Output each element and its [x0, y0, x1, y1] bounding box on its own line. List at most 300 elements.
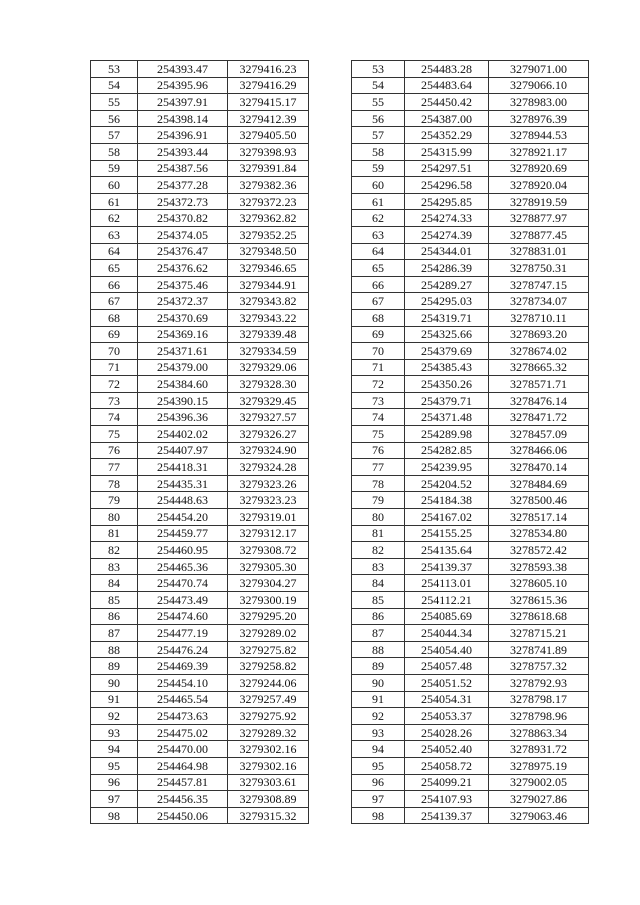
point-number-cell: 72: [91, 376, 138, 393]
x-coordinate-cell: 254028.26: [405, 724, 489, 741]
y-coordinate-cell: 3279323.23: [228, 492, 309, 509]
x-coordinate-cell: 254289.98: [405, 426, 489, 443]
x-coordinate-cell: 254448.63: [138, 492, 228, 509]
table-row: [91, 658, 309, 675]
y-coordinate-cell: 3278500.46: [489, 492, 589, 509]
point-number-cell: 85: [352, 592, 405, 609]
point-number-cell: 83: [352, 558, 405, 575]
x-coordinate-cell: 254387.56: [138, 160, 228, 177]
table-body: [352, 61, 589, 824]
point-number-cell: 65: [91, 260, 138, 277]
table-row: [352, 774, 589, 791]
point-number-cell: 54: [91, 77, 138, 94]
x-coordinate-cell: 254393.47: [138, 61, 228, 78]
table-row: [352, 509, 589, 526]
x-coordinate-cell: 254387.00: [405, 110, 489, 127]
point-number-cell: 72: [352, 376, 405, 393]
point-number-cell: 92: [91, 708, 138, 725]
point-number-cell: 83: [91, 558, 138, 575]
x-coordinate-cell: 254379.69: [405, 343, 489, 360]
table-row: [91, 276, 309, 293]
x-coordinate-cell: 254051.52: [405, 674, 489, 691]
table-row: [91, 94, 309, 111]
x-coordinate-cell: 254371.61: [138, 343, 228, 360]
y-coordinate-cell: 3279416.23: [228, 61, 309, 78]
table-row: [352, 442, 589, 459]
point-number-cell: 65: [352, 260, 405, 277]
y-coordinate-cell: 3279343.22: [228, 309, 309, 326]
x-coordinate-cell: 254107.93: [405, 791, 489, 808]
point-number-cell: 66: [91, 276, 138, 293]
point-number-cell: 81: [91, 525, 138, 542]
y-coordinate-cell: 3279348.50: [228, 243, 309, 260]
y-coordinate-cell: 3279275.92: [228, 708, 309, 725]
table-row: [91, 409, 309, 426]
table-row: [91, 376, 309, 393]
x-coordinate-cell: 254477.19: [138, 625, 228, 642]
table-row: [352, 791, 589, 808]
point-number-cell: 71: [91, 359, 138, 376]
y-coordinate-cell: 3279066.10: [489, 77, 589, 94]
point-number-cell: 70: [91, 343, 138, 360]
y-coordinate-cell: 3278747.15: [489, 276, 589, 293]
x-coordinate-cell: 254325.66: [405, 326, 489, 343]
x-coordinate-cell: 254369.16: [138, 326, 228, 343]
y-coordinate-cell: 3279244.06: [228, 674, 309, 691]
table-row: [91, 691, 309, 708]
x-coordinate-cell: 254295.03: [405, 293, 489, 310]
point-number-cell: 80: [91, 509, 138, 526]
table-row: [91, 143, 309, 160]
y-coordinate-cell: 3278710.11: [489, 309, 589, 326]
y-coordinate-cell: 3279071.00: [489, 61, 589, 78]
table-row: [352, 575, 589, 592]
table-row: [91, 177, 309, 194]
point-number-cell: 94: [352, 741, 405, 758]
x-coordinate-cell: 254167.02: [405, 509, 489, 526]
table-row: [352, 608, 589, 625]
table-row: [352, 260, 589, 277]
table-row: [91, 459, 309, 476]
x-coordinate-cell: 254473.63: [138, 708, 228, 725]
x-coordinate-cell: 254044.34: [405, 625, 489, 642]
point-number-cell: 79: [352, 492, 405, 509]
x-coordinate-cell: 254370.69: [138, 309, 228, 326]
table-row: [91, 193, 309, 210]
y-coordinate-cell: 3279352.25: [228, 226, 309, 243]
x-coordinate-cell: 254344.01: [405, 243, 489, 260]
point-number-cell: 98: [91, 807, 138, 824]
y-coordinate-cell: 3278605.10: [489, 575, 589, 592]
table-row: [91, 791, 309, 808]
table-row: [352, 658, 589, 675]
table-row: [91, 110, 309, 127]
point-number-cell: 66: [352, 276, 405, 293]
point-number-cell: 76: [91, 442, 138, 459]
x-coordinate-cell: 254418.31: [138, 459, 228, 476]
x-coordinate-cell: 254470.00: [138, 741, 228, 758]
point-number-cell: 56: [91, 110, 138, 127]
table-row: [352, 426, 589, 443]
x-coordinate-cell: 254374.05: [138, 226, 228, 243]
point-number-cell: 87: [91, 625, 138, 642]
point-number-cell: 73: [352, 392, 405, 409]
y-coordinate-cell: 3278471.72: [489, 409, 589, 426]
point-number-cell: 79: [91, 492, 138, 509]
x-coordinate-cell: 254297.51: [405, 160, 489, 177]
x-coordinate-cell: 254465.36: [138, 558, 228, 575]
point-number-cell: 85: [91, 592, 138, 609]
x-coordinate-cell: 254454.10: [138, 674, 228, 691]
x-coordinate-cell: 254099.21: [405, 774, 489, 791]
x-coordinate-cell: 254469.39: [138, 658, 228, 675]
table-row: [352, 210, 589, 227]
table-row: [352, 94, 589, 111]
table-row: [352, 409, 589, 426]
table-row: [352, 525, 589, 542]
point-number-cell: 62: [91, 210, 138, 227]
point-number-cell: 78: [352, 475, 405, 492]
x-coordinate-cell: 254184.38: [405, 492, 489, 509]
coordinate-table-left: [90, 60, 309, 824]
table-row: [352, 674, 589, 691]
point-number-cell: 91: [91, 691, 138, 708]
x-coordinate-cell: 254402.02: [138, 426, 228, 443]
point-number-cell: 64: [91, 243, 138, 260]
table-row: [352, 193, 589, 210]
table-row: [91, 575, 309, 592]
table-row: [91, 260, 309, 277]
y-coordinate-cell: 3278615.36: [489, 592, 589, 609]
point-number-cell: 93: [91, 724, 138, 741]
x-coordinate-cell: 254450.06: [138, 807, 228, 824]
table-row: [352, 392, 589, 409]
table-row: [352, 143, 589, 160]
x-coordinate-cell: 254465.54: [138, 691, 228, 708]
y-coordinate-cell: 3279302.16: [228, 741, 309, 758]
table-row: [91, 160, 309, 177]
point-number-cell: 69: [91, 326, 138, 343]
table-row: [352, 326, 589, 343]
y-coordinate-cell: 3278572.42: [489, 542, 589, 559]
y-coordinate-cell: 3278798.96: [489, 708, 589, 725]
table-row: [352, 127, 589, 144]
x-coordinate-cell: 254459.77: [138, 525, 228, 542]
table-row: [91, 127, 309, 144]
x-coordinate-cell: 254054.31: [405, 691, 489, 708]
x-coordinate-cell: 254112.21: [405, 592, 489, 609]
x-coordinate-cell: 254370.82: [138, 210, 228, 227]
y-coordinate-cell: 3279382.36: [228, 177, 309, 194]
x-coordinate-cell: 254457.81: [138, 774, 228, 791]
point-number-cell: 97: [352, 791, 405, 808]
y-coordinate-cell: 3279326.27: [228, 426, 309, 443]
point-number-cell: 59: [352, 160, 405, 177]
table-row: [352, 343, 589, 360]
y-coordinate-cell: 3279343.82: [228, 293, 309, 310]
point-number-cell: 87: [352, 625, 405, 642]
y-coordinate-cell: 3279415.17: [228, 94, 309, 111]
x-coordinate-cell: 254390.15: [138, 392, 228, 409]
y-coordinate-cell: 3278665.32: [489, 359, 589, 376]
point-number-cell: 59: [91, 160, 138, 177]
x-coordinate-cell: 254379.71: [405, 392, 489, 409]
x-coordinate-cell: 254435.31: [138, 475, 228, 492]
x-coordinate-cell: 254377.28: [138, 177, 228, 194]
x-coordinate-cell: 254296.58: [405, 177, 489, 194]
table-row: [91, 293, 309, 310]
x-coordinate-cell: 254274.39: [405, 226, 489, 243]
y-coordinate-cell: 3278674.02: [489, 343, 589, 360]
table-row: [91, 542, 309, 559]
table-row: [91, 625, 309, 642]
table-row: [352, 492, 589, 509]
x-coordinate-cell: 254058.72: [405, 757, 489, 774]
y-coordinate-cell: 3279002.05: [489, 774, 589, 791]
x-coordinate-cell: 254396.36: [138, 409, 228, 426]
x-coordinate-cell: 254396.91: [138, 127, 228, 144]
x-coordinate-cell: 254456.35: [138, 791, 228, 808]
point-number-cell: 56: [352, 110, 405, 127]
x-coordinate-cell: 254474.60: [138, 608, 228, 625]
table-row: [91, 77, 309, 94]
y-coordinate-cell: 3278734.07: [489, 293, 589, 310]
y-coordinate-cell: 3279257.49: [228, 691, 309, 708]
y-coordinate-cell: 3279304.27: [228, 575, 309, 592]
y-coordinate-cell: 3278921.17: [489, 143, 589, 160]
y-coordinate-cell: 3278863.34: [489, 724, 589, 741]
y-coordinate-cell: 3278470.14: [489, 459, 589, 476]
point-number-cell: 94: [91, 741, 138, 758]
y-coordinate-cell: 3279295.20: [228, 608, 309, 625]
y-coordinate-cell: 3279416.29: [228, 77, 309, 94]
x-coordinate-cell: 254350.26: [405, 376, 489, 393]
table-row: [352, 724, 589, 741]
x-coordinate-cell: 254139.37: [405, 807, 489, 824]
point-number-cell: 95: [91, 757, 138, 774]
y-coordinate-cell: 3278476.14: [489, 392, 589, 409]
x-coordinate-cell: 254407.97: [138, 442, 228, 459]
point-number-cell: 78: [91, 475, 138, 492]
point-number-cell: 82: [91, 542, 138, 559]
table-row: [91, 592, 309, 609]
y-coordinate-cell: 3278571.71: [489, 376, 589, 393]
table-row: [352, 641, 589, 658]
y-coordinate-cell: 3278919.59: [489, 193, 589, 210]
y-coordinate-cell: 3279339.48: [228, 326, 309, 343]
table-row: [352, 475, 589, 492]
point-number-cell: 97: [91, 791, 138, 808]
x-coordinate-cell: 254393.44: [138, 143, 228, 160]
table-row: [352, 757, 589, 774]
x-coordinate-cell: 254085.69: [405, 608, 489, 625]
table-row: [352, 359, 589, 376]
point-number-cell: 89: [352, 658, 405, 675]
point-number-cell: 57: [91, 127, 138, 144]
point-number-cell: 74: [352, 409, 405, 426]
point-number-cell: 77: [352, 459, 405, 476]
y-coordinate-cell: 3279405.50: [228, 127, 309, 144]
y-coordinate-cell: 3279324.90: [228, 442, 309, 459]
point-number-cell: 88: [352, 641, 405, 658]
y-coordinate-cell: 3278750.31: [489, 260, 589, 277]
point-number-cell: 58: [352, 143, 405, 160]
table-row: [352, 691, 589, 708]
x-coordinate-cell: 254376.47: [138, 243, 228, 260]
y-coordinate-cell: 3279346.65: [228, 260, 309, 277]
point-number-cell: 80: [352, 509, 405, 526]
x-coordinate-cell: 254052.40: [405, 741, 489, 758]
table-row: [352, 625, 589, 642]
point-number-cell: 58: [91, 143, 138, 160]
x-coordinate-cell: 254372.73: [138, 193, 228, 210]
table-row: [91, 442, 309, 459]
point-number-cell: 81: [352, 525, 405, 542]
point-number-cell: 63: [91, 226, 138, 243]
table-row: [91, 807, 309, 824]
table-row: [91, 309, 309, 326]
y-coordinate-cell: 3279323.26: [228, 475, 309, 492]
point-number-cell: 62: [352, 210, 405, 227]
x-coordinate-cell: 254398.14: [138, 110, 228, 127]
x-coordinate-cell: 254239.95: [405, 459, 489, 476]
y-coordinate-cell: 3278798.17: [489, 691, 589, 708]
table-row: [352, 459, 589, 476]
y-coordinate-cell: 3279258.82: [228, 658, 309, 675]
y-coordinate-cell: 3279412.39: [228, 110, 309, 127]
table-row: [352, 807, 589, 824]
y-coordinate-cell: 3278944.53: [489, 127, 589, 144]
table-row: [352, 592, 589, 609]
x-coordinate-cell: 254464.98: [138, 757, 228, 774]
x-coordinate-cell: 254454.20: [138, 509, 228, 526]
table-row: [91, 326, 309, 343]
table-row: [352, 177, 589, 194]
table-row: [91, 674, 309, 691]
x-coordinate-cell: 254470.74: [138, 575, 228, 592]
point-number-cell: 67: [91, 293, 138, 310]
point-number-cell: 54: [352, 77, 405, 94]
point-number-cell: 82: [352, 542, 405, 559]
point-number-cell: 88: [91, 641, 138, 658]
y-coordinate-cell: 3278593.38: [489, 558, 589, 575]
x-coordinate-cell: 254473.49: [138, 592, 228, 609]
x-coordinate-cell: 254057.48: [405, 658, 489, 675]
y-coordinate-cell: 3278877.45: [489, 226, 589, 243]
point-number-cell: 57: [352, 127, 405, 144]
y-coordinate-cell: 3278534.80: [489, 525, 589, 542]
table-row: [352, 160, 589, 177]
y-coordinate-cell: 3278975.19: [489, 757, 589, 774]
y-coordinate-cell: 3278457.09: [489, 426, 589, 443]
y-coordinate-cell: 3278618.68: [489, 608, 589, 625]
table-row: [352, 542, 589, 559]
x-coordinate-cell: 254295.85: [405, 193, 489, 210]
x-coordinate-cell: 254376.62: [138, 260, 228, 277]
y-coordinate-cell: 3279300.19: [228, 592, 309, 609]
table-row: [91, 210, 309, 227]
table-row: [91, 774, 309, 791]
table-row: [91, 525, 309, 542]
x-coordinate-cell: 254289.27: [405, 276, 489, 293]
y-coordinate-cell: 3279289.32: [228, 724, 309, 741]
x-coordinate-cell: 254450.42: [405, 94, 489, 111]
x-coordinate-cell: 254319.71: [405, 309, 489, 326]
y-coordinate-cell: 3278741.89: [489, 641, 589, 658]
point-number-cell: 61: [352, 193, 405, 210]
coordinate-table-right: [351, 60, 589, 824]
point-number-cell: 86: [352, 608, 405, 625]
y-coordinate-cell: 3278484.69: [489, 475, 589, 492]
y-coordinate-cell: 3279312.17: [228, 525, 309, 542]
y-coordinate-cell: 3279328.30: [228, 376, 309, 393]
x-coordinate-cell: 254483.28: [405, 61, 489, 78]
x-coordinate-cell: 254315.99: [405, 143, 489, 160]
table-row: [91, 359, 309, 376]
point-number-cell: 55: [91, 94, 138, 111]
point-number-cell: 73: [91, 392, 138, 409]
table-row: [91, 724, 309, 741]
y-coordinate-cell: 3279315.32: [228, 807, 309, 824]
y-coordinate-cell: 3279319.01: [228, 509, 309, 526]
table-row: [352, 376, 589, 393]
table-row: [91, 243, 309, 260]
y-coordinate-cell: 3279324.28: [228, 459, 309, 476]
y-coordinate-cell: 3279308.89: [228, 791, 309, 808]
x-coordinate-cell: 254054.40: [405, 641, 489, 658]
y-coordinate-cell: 3279329.45: [228, 392, 309, 409]
table-row: [91, 226, 309, 243]
y-coordinate-cell: 3278976.39: [489, 110, 589, 127]
y-coordinate-cell: 3278693.20: [489, 326, 589, 343]
table-row: [352, 276, 589, 293]
y-coordinate-cell: 3279327.57: [228, 409, 309, 426]
x-coordinate-cell: 254282.85: [405, 442, 489, 459]
point-number-cell: 86: [91, 608, 138, 625]
point-number-cell: 91: [352, 691, 405, 708]
point-number-cell: 95: [352, 757, 405, 774]
point-number-cell: 60: [352, 177, 405, 194]
table-row: [352, 226, 589, 243]
table-row: [91, 558, 309, 575]
x-coordinate-cell: 254155.25: [405, 525, 489, 542]
y-coordinate-cell: 3279303.61: [228, 774, 309, 791]
x-coordinate-cell: 254483.64: [405, 77, 489, 94]
point-number-cell: 76: [352, 442, 405, 459]
y-coordinate-cell: 3279334.59: [228, 343, 309, 360]
point-number-cell: 63: [352, 226, 405, 243]
y-coordinate-cell: 3278983.00: [489, 94, 589, 111]
x-coordinate-cell: 254375.46: [138, 276, 228, 293]
point-number-cell: 55: [352, 94, 405, 111]
point-number-cell: 71: [352, 359, 405, 376]
point-number-cell: 53: [352, 61, 405, 78]
y-coordinate-cell: 3279329.06: [228, 359, 309, 376]
point-number-cell: 68: [91, 309, 138, 326]
x-coordinate-cell: 254139.37: [405, 558, 489, 575]
point-number-cell: 75: [91, 426, 138, 443]
point-number-cell: 96: [91, 774, 138, 791]
point-number-cell: 64: [352, 243, 405, 260]
y-coordinate-cell: 3278715.21: [489, 625, 589, 642]
point-number-cell: 84: [91, 575, 138, 592]
y-coordinate-cell: 3278920.69: [489, 160, 589, 177]
table-row: [352, 708, 589, 725]
point-number-cell: 69: [352, 326, 405, 343]
y-coordinate-cell: 3279275.82: [228, 641, 309, 658]
table-row: [352, 243, 589, 260]
point-number-cell: 61: [91, 193, 138, 210]
